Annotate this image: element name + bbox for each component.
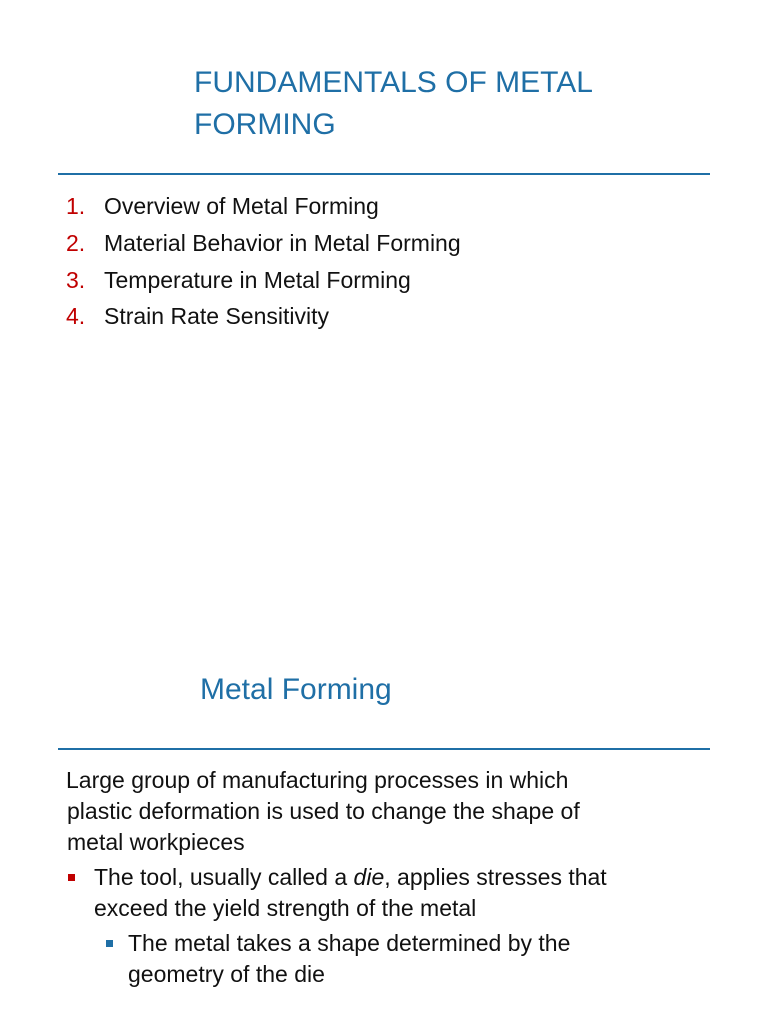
title-line-2: FORMING bbox=[194, 108, 336, 141]
outline-number: 3. bbox=[66, 266, 86, 293]
slide-body bbox=[66, 765, 686, 990]
slide-title: Metal Forming bbox=[200, 673, 392, 706]
title-line-1: FUNDAMENTALS OF METAL bbox=[194, 66, 593, 99]
outline-number: 1. bbox=[66, 193, 86, 219]
bullet-text: The tool, usually called a bbox=[94, 864, 354, 890]
bullet-item bbox=[66, 862, 686, 924]
outline-label: Material Behavior in Metal Forming bbox=[104, 229, 461, 256]
slide-title bbox=[194, 62, 714, 146]
intro-line: plastic deformation is used to change the shape of bbox=[67, 798, 580, 824]
intro-paragraph bbox=[66, 765, 686, 858]
square-bullet-icon bbox=[68, 874, 75, 881]
sub-bullet-text: The metal takes a shape determined by the bbox=[128, 930, 571, 956]
intro-line: metal workpieces bbox=[67, 829, 245, 855]
bullet-text: , applies stresses that bbox=[384, 864, 607, 890]
slide-2 bbox=[0, 512, 768, 1024]
outline-label: Temperature in Metal Forming bbox=[104, 266, 411, 293]
intro-line: Large group of manufacturing processes in which bbox=[66, 767, 569, 793]
outline-item bbox=[66, 262, 461, 299]
outline-label: Strain Rate Sensitivity bbox=[104, 303, 329, 330]
outline-number: 4. bbox=[66, 303, 86, 330]
sub-bullet-text: geometry of the die bbox=[128, 961, 325, 987]
outline-number: 2. bbox=[66, 229, 86, 256]
outline-item bbox=[66, 298, 461, 335]
outline-label: Overview of Metal Forming bbox=[104, 193, 379, 219]
square-bullet-icon bbox=[106, 940, 113, 947]
bullet-text: exceed the yield strength of the metal bbox=[94, 895, 477, 921]
outline-item bbox=[66, 188, 461, 225]
outline-list bbox=[66, 188, 461, 335]
emphasis-text: die bbox=[353, 864, 385, 890]
outline-item bbox=[66, 225, 461, 262]
sub-bullet-item bbox=[66, 928, 686, 990]
title-divider bbox=[58, 748, 710, 750]
title-divider bbox=[58, 173, 710, 175]
